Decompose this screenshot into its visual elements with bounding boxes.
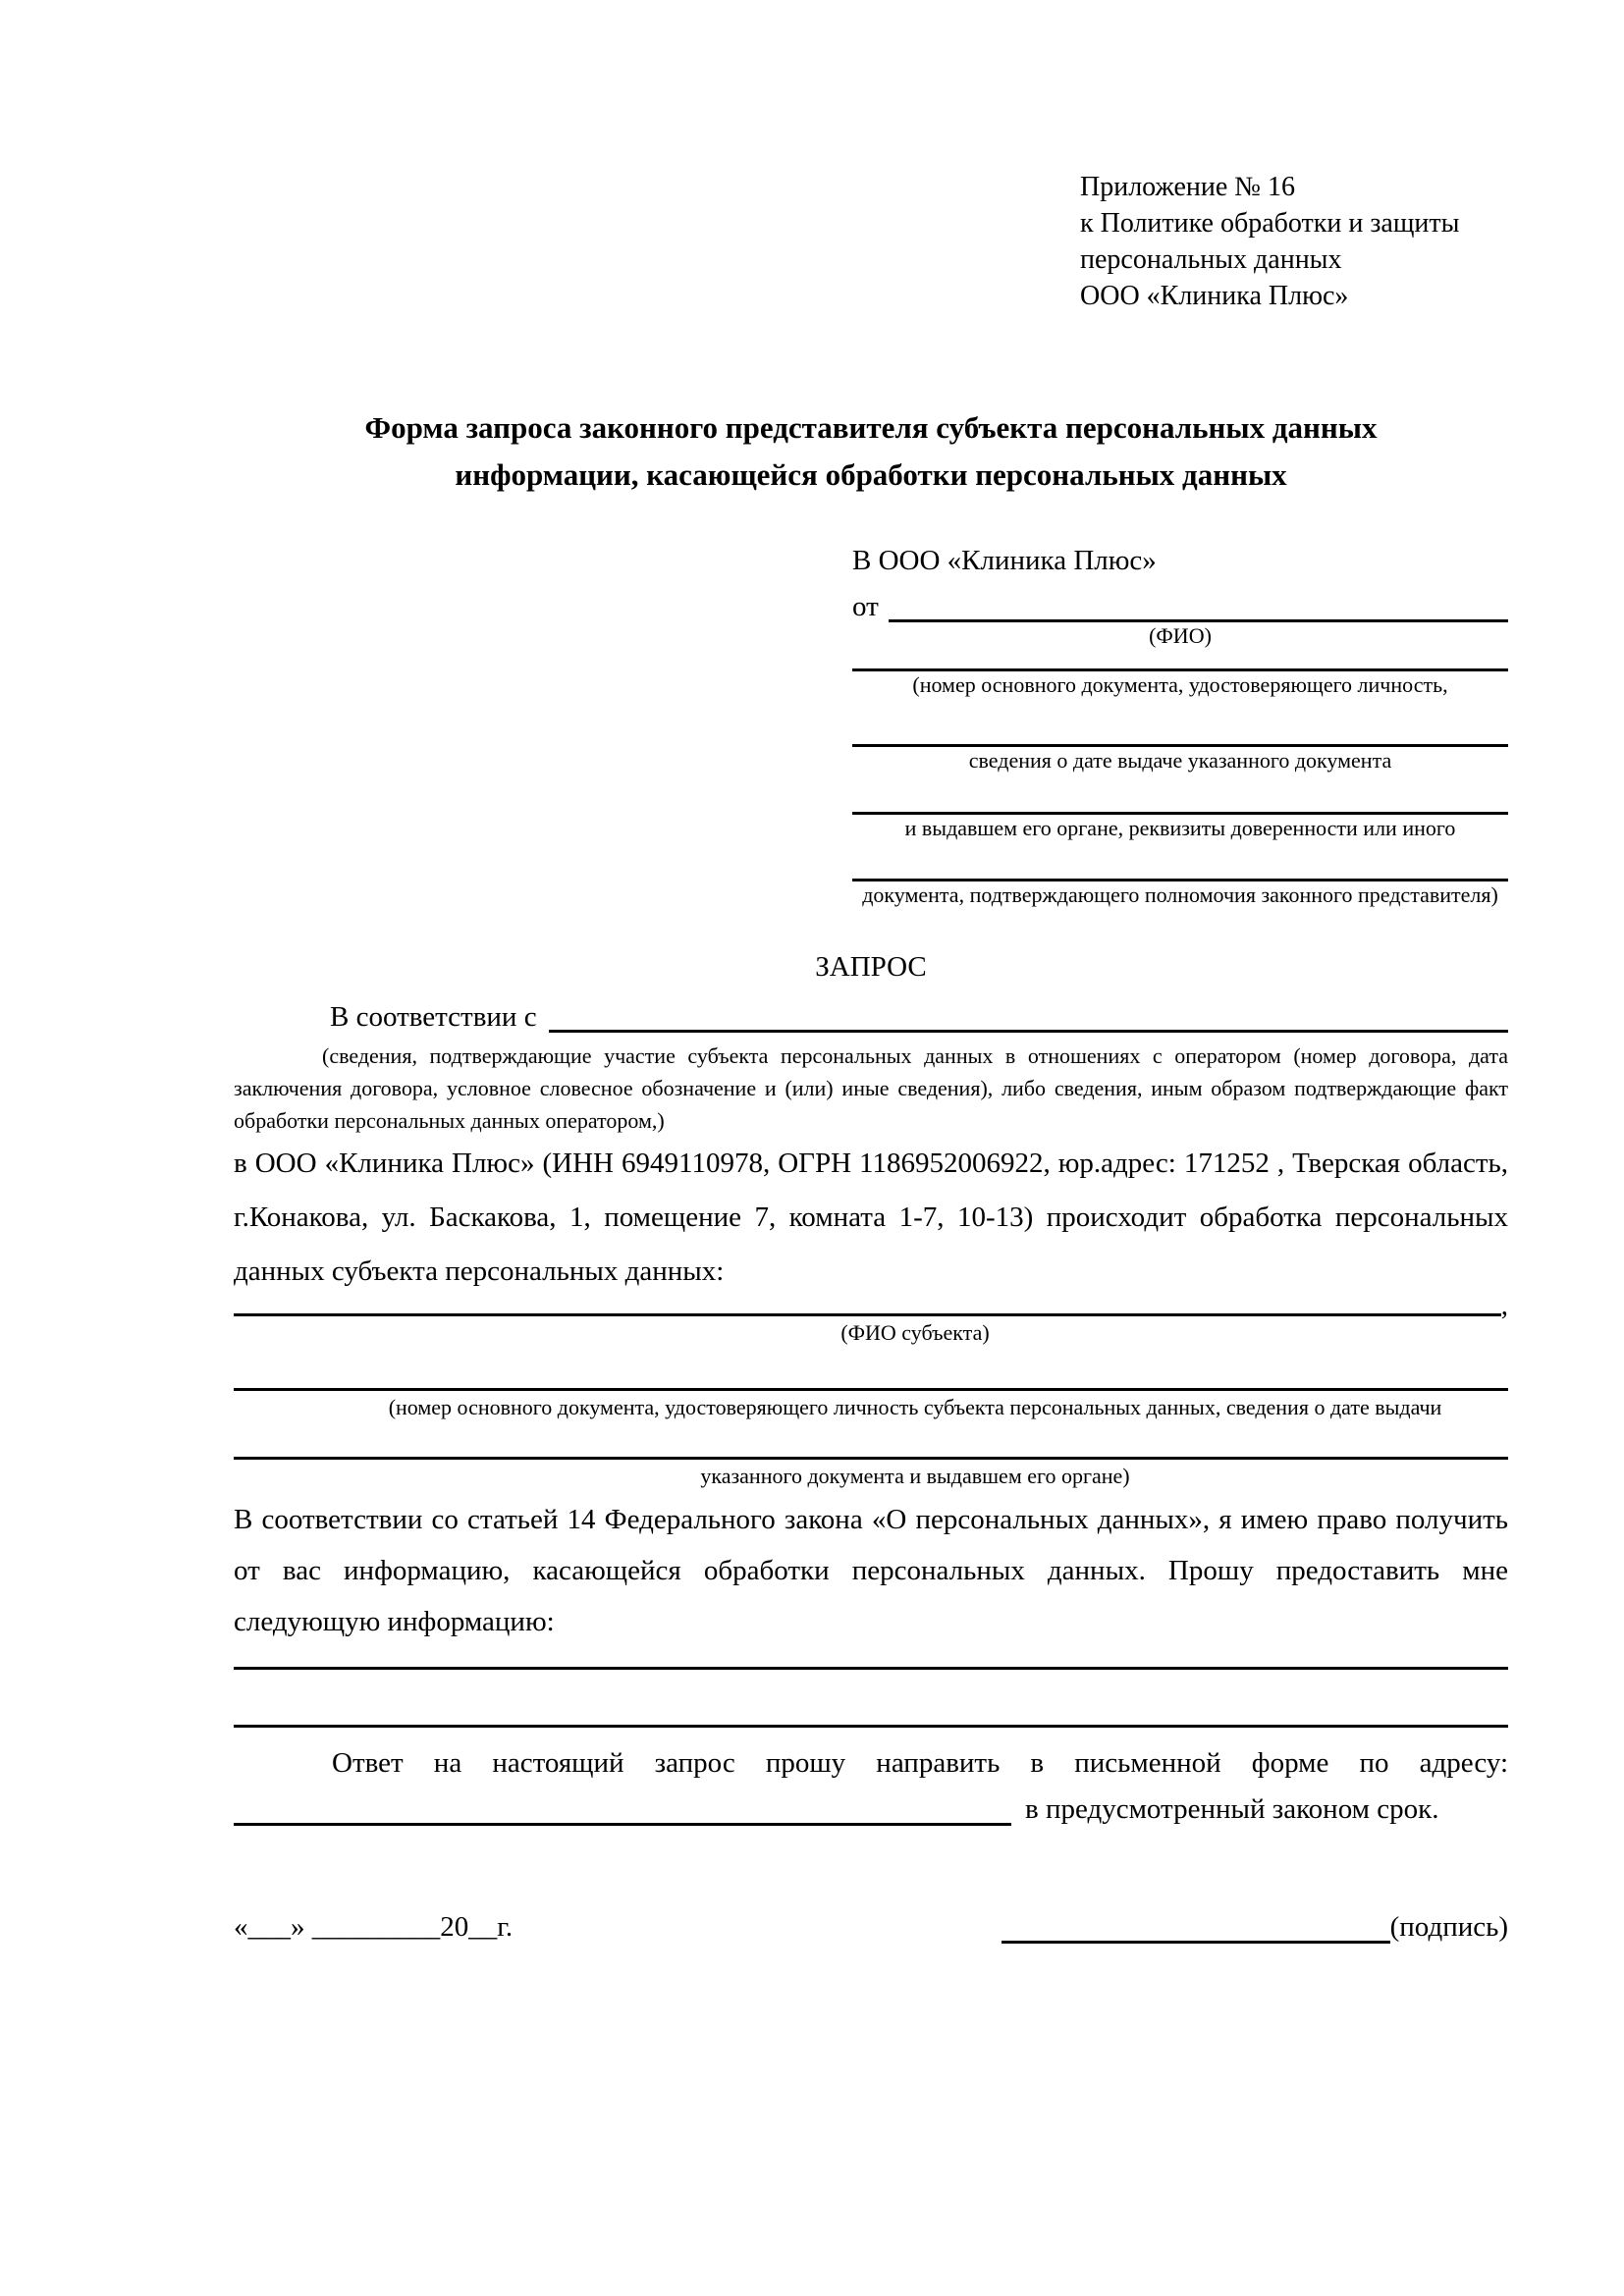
fio-caption: (ФИО) <box>1149 623 1212 648</box>
subject-fio-row <box>234 1290 1508 1321</box>
operator-paragraph: в ООО «Клиника Плюс» (ИНН 6949110978, ОГРН 1186952006922, юр.адрес: 171252 , Тверская область, г.Конакова, ул. Баскакова, 1, помещение 7, комната 1-7, 10-13) происходит обработка персональных данных субъекта персональных данных: <box>234 1148 1508 1287</box>
field-caption: сведения о дате выдаче указанного документа <box>968 748 1392 773</box>
reply-tail: в предусмотренный законом срок. <box>1025 1793 1439 1825</box>
field-caption: документа, подтверждающего полномочия законного представителя) <box>862 882 1498 907</box>
reply-address-blank-line <box>234 1823 1011 1826</box>
blank-line <box>852 650 1508 671</box>
field-caption: и выдавшем его органе, реквизиты доверенности или иного <box>904 816 1456 840</box>
subject-doc-caption-2: указанного документа и выдавшем его органе) <box>700 1464 1130 1488</box>
title-line-1: Форма запроса законного представителя субъекта персональных данных <box>364 410 1378 445</box>
trailing-comma: , <box>1500 1290 1508 1321</box>
subject-fio-blank-line <box>234 1313 1501 1316</box>
date-signature-row <box>234 1910 1508 1944</box>
addressee-block <box>852 542 1508 909</box>
signature-group <box>1001 1910 1508 1944</box>
blank-line <box>852 842 1508 881</box>
document-title <box>234 404 1508 499</box>
title-line-2: информации, касающейся обработки персональных данных <box>455 457 1287 492</box>
signature-blank-line <box>1001 1911 1390 1944</box>
blank-line <box>852 774 1508 815</box>
annex-line: персональных данных <box>1080 244 1342 275</box>
accordance-label: В соответствии с <box>330 1001 537 1033</box>
from-field-row <box>852 585 1508 622</box>
blank-line <box>234 1347 1508 1391</box>
from-label: от <box>852 591 879 622</box>
addressee-organization: В ООО «Клиника Плюс» <box>852 545 1157 576</box>
request-heading: ЗАПРОС <box>815 951 927 983</box>
signature-caption: (подпись) <box>1389 1911 1508 1943</box>
law-paragraph: В соответствии со статьей 14 Федерального закона «О персональных данных», я имею право получить от вас информацию, касающейся обработки персональных данных. Прошу предоставить мне следующую информацию: <box>234 1504 1508 1637</box>
blank-line <box>234 1421 1508 1460</box>
reply-paragraph: Ответ на настоящий запрос прошу направить в письменной форме по адресу: <box>332 1747 1508 1779</box>
annex-line: Приложение № 16 <box>1080 172 1295 202</box>
annex-reference-block <box>1080 0 1508 314</box>
accordance-fine-print: (сведения, подтверждающие участие субъекта персональных данных в отношениях с оператором (номер договора, дата заключения договора, условное словесное обозначение и (или) иные сведения), либо сведения, иным образом подтверждающие факт обработки персональных данных оператором,) <box>234 1043 1508 1133</box>
reply-address-row <box>234 1785 1508 1826</box>
field-caption: (номер основного документа, удостоверяющего личность, <box>912 672 1448 697</box>
blank-line <box>852 699 1508 747</box>
subject-fio-caption: (ФИО субъекта) <box>840 1320 990 1345</box>
annex-line: ООО «Клиника Плюс» <box>1080 281 1349 311</box>
annex-line: к Политике обработки и защиты <box>1080 208 1460 239</box>
subject-doc-caption-1: (номер основного документа, удостоверяющего личность субъекта персональных данных, сведения о дате выдачи <box>388 1395 1442 1419</box>
accordance-field-row <box>234 995 1508 1033</box>
blank-line <box>234 1667 1508 1670</box>
date-line: «___» _________20__г. <box>234 1911 514 1943</box>
accordance-blank-line <box>549 1030 1508 1033</box>
blank-line <box>234 1725 1508 1728</box>
